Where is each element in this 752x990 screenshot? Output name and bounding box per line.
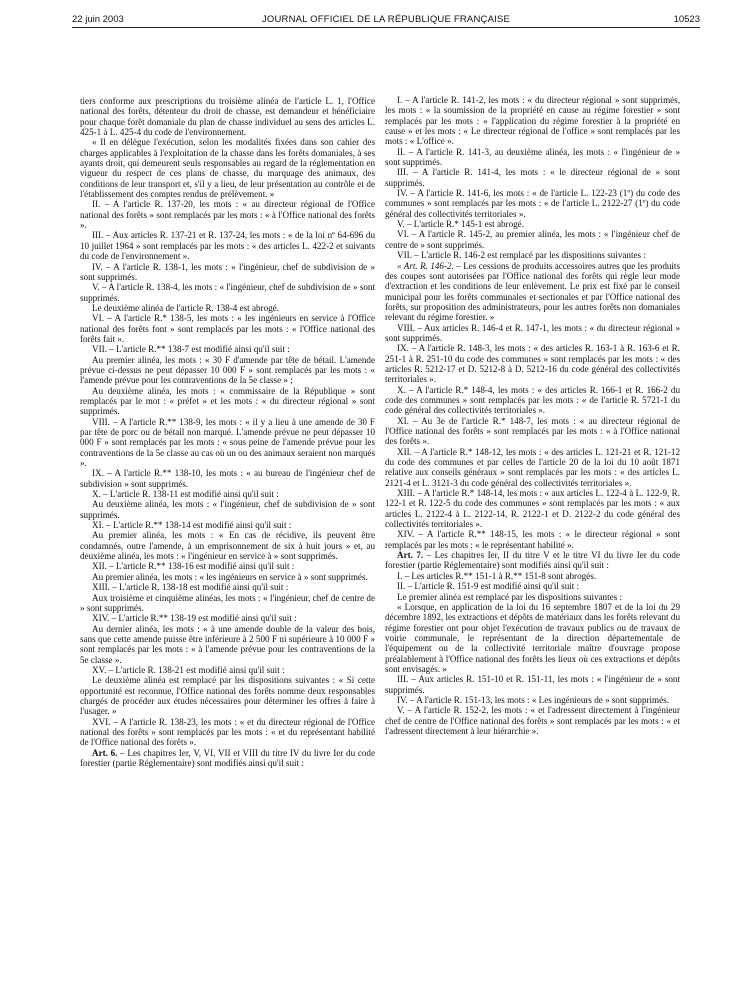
right-column	[385, 95, 680, 975]
paragraph	[385, 447, 680, 488]
paragraph-text: XII. – L'article R.** 138-16 est modifié ainsi qu'il suit :	[92, 561, 295, 572]
paragraph	[385, 167, 680, 188]
paragraph-text: Au premier alinéa, les mots : « En cas de récidive, ils peuvent être condamnés, outre l'amende, à un emprisonnement de six à huit jours » et, au deuxième alinéa, les mots : « l'ingénieur en service à » sont supprimés.	[80, 530, 375, 562]
paragraph-text: VI. – A l'article R.* 138-5, les mots : « les ingénieurs en service à l'Office national des forêts font » sont remplacés par les mots : « l'Office national des forêts fait ».	[80, 313, 375, 344]
article-heading: Art. 7.	[397, 550, 424, 561]
paragraph	[80, 499, 375, 520]
paragraph	[385, 571, 680, 581]
paragraph-text: Le deuxième alinéa de l'article R. 138-4 est abrogé.	[92, 302, 279, 313]
paragraph	[80, 593, 375, 614]
paragraph	[80, 313, 375, 344]
paragraph-text: VIII. – A l'article R.** 138-9, les mots : « il y a lieu à une amende de 30 F par tête de porc ou de bétail non marqué. L'amende prévue ne peut dépasser 10 000 F » sont remplacés par les mots : « sous peine de l'amende prévue pour les contraventions de la 5e classe au cas où un ou des animaux seraient non marqués ».	[80, 416, 375, 469]
paragraph	[80, 230, 375, 261]
article-heading: Art. 6.	[92, 747, 118, 758]
paragraph	[385, 95, 680, 147]
paragraph	[385, 219, 680, 229]
paragraph-text: – Les chapitres Ier, V, VI, VII et VIII du titre IV du livre Ier du code forestier (partie Réglementaire) sont modifiés ainsi qu'il suit :	[80, 747, 375, 768]
paragraph	[385, 188, 680, 219]
paragraph-text: X. – L'article R. 138-11 est modifié ainsi qu'il suit :	[92, 489, 279, 500]
paragraph	[80, 137, 375, 199]
paragraph-text: III. – Aux articles R. 137-21 et R. 137-24, les mots : « de la loi nº 64-696 du 10 juillet 1964 » sont remplacés par les mots : « des articles L. 422-2 et suivants du code de l'environnement ».	[80, 230, 375, 262]
paragraph-text: V. – A l'article R. 152-2, les mots : « et l'adressent directement à l'ingénieur chef de centre de l'Office national des forêts » sont remplacés par les mots : « et l'adressent directement à leur hiérarchie ».	[385, 705, 680, 736]
paragraph	[385, 147, 680, 168]
paragraph-text: – Les chapitres Ier, II du titre V et le titre VI du livre Ier du code forestier (partie Réglementaire) sont modifiés ainsi qu'il suit :	[385, 550, 680, 571]
paragraph-text: – Les cessions de produits accessoires autres que les produits des coupes sont autorisées par l'Office national des forêts qui règle leur mode d'extraction et les conditions de leur enlèvement. Le prix est fixé par le conseil municipal pour les forêts communales et sectionales et par l'Office national des forêts, sur proposition des administrateurs, pour les autres forêts non domaniales relevant du régime forestier. »	[385, 260, 680, 323]
paragraph-text: « Il en délègue l'exécution, selon les modalités fixées dans son cahier des charges applicables à l'exploitation de la chasse dans les forêts domaniales, à ses ayants droit, qui demeurent seuls responsables au regard de la réglementation en vigueur du respect de ces plans de chasse, du marquage des animaux, des conditions de leur transport et, s'il y a lieu, de leur présentation au contrôle et de l'établissement des comptes rendus de prélèvement. »	[80, 137, 375, 200]
paragraph-text: Au premier alinéa, les mots : « 30 F d'amende par tête de bétail. L'amende prévue ci-dessus ne peut dépasser 10 000 F » sont remplacés par les mots : « l'amende prévue pour les contraventions de la 5e classe » ;	[80, 354, 375, 386]
paragraph	[385, 695, 680, 705]
paragraph-text: VII. – L'article R. 146-2 est remplacé par les dispositions suivantes :	[397, 250, 646, 261]
article-reference: « Art. R. 146-2.	[397, 260, 454, 271]
paragraph-text: II. – A l'article R. 137-20, les mots : « au directeur régional de l'Office national des forêts » sont remplacés par les mots : « à l'Office national des forêts ».	[80, 199, 375, 231]
paragraph-text: XI. – Au 3e de l'article R.* 148-7, les mots : « au directeur régional de l'Office national des forêts » sont remplacés par les mots : « à l'Office national des forêts ».	[385, 415, 680, 447]
paragraph	[385, 581, 680, 591]
paragraph	[80, 355, 375, 386]
paragraph-text: Au dernier alinéa, les mots : « à une amende double de la valeur des bois, sans que cette amende puisse être inférieure à 2 500 F ni supérieure à 10 000 F » sont remplacés par les mots : « à l'amende prévue pour les contraventions de la 5e classe ».	[80, 623, 375, 665]
paragraph	[80, 561, 375, 571]
paragraph-text: II. – L'article R. 151-9 est modifié ainsi qu'il suit :	[397, 581, 580, 592]
paragraph-text: Le deuxième alinéa est remplacé par les dispositions suivantes : « Si cette opportunité est reconnue, l'Office national des forêts nomme deux responsables chargés de procéder aux études nécessaires pour déterminer les offres à faire à l'usager. »	[80, 675, 375, 717]
paragraph	[80, 665, 375, 675]
paragraph	[385, 416, 680, 447]
paragraph-text: III. – A l'article R. 141-4, les mots : « le directeur régional de » sont supprimés.	[385, 167, 680, 188]
paragraph-text: IV. – A l'article R. 138-1, les mots : « l'ingénieur, chef de subdivision de » sont supprimés.	[80, 261, 375, 282]
paragraph	[385, 674, 680, 695]
paragraph-text: VIII. – Aux articles R. 146-4 et R. 147-1, les mots : « du directeur régional » sont supprimés.	[385, 322, 680, 343]
paragraph-text: IX. – A l'article R.** 138-10, les mots : « au bureau de l'ingénieur chef de subdivision » sont supprimés.	[80, 468, 375, 489]
paragraph-text: II. – A l'article R. 141-3, au deuxième alinéa, les mots : « l'ingénieur de » sont supprimés.	[385, 146, 680, 168]
paragraph-text: « Lorsque, en application de la loi du 16 septembre 1807 et de la loi du 29 décembre 1892, les extractions et dépôts de matériaux dans les forêts relevant du régime forestier ont pour objet l'exécution de travaux publics ou de travaux de voirie communale, le représentant de la direction départementale de l'équipement ou de la collectivité territoriale maître d'ouvrage propose préalablement à l'Office national des forêts les lieux où ces extractions et dépôts sont envisagés. »	[385, 601, 680, 674]
paragraph-text: X. – A l'article R.* 148-4, les mots : « des articles R. 166-1 et R. 166-2 du code des communes » sont remplacés par les mots : « de l'article R. 5721-1 du code général des collectivités territoriales ».	[385, 384, 680, 416]
paragraph	[80, 386, 375, 417]
paragraph	[80, 624, 375, 665]
paragraph-text: IV. – A l'article R. 151-13, les mots : « Les ingénieurs de » sont supprimés.	[397, 694, 669, 705]
paragraph	[385, 323, 680, 344]
paragraph	[385, 550, 680, 571]
paragraph-text: XIII. – L'article R. 138-18 est modifié ainsi qu'il suit :	[92, 582, 289, 593]
paragraph-text: XIV. – L'article R.** 138-19 est modifié ainsi qu'il suit :	[92, 613, 297, 624]
paragraph	[80, 489, 375, 499]
paragraph-text: XII. – A l'article R.* 148-12, les mots : « des articles L. 121-21 et R. 121-12 du code des communes et par celles de l'article 20 de la loi du 10 août 1871 relative aux conseils généraux » sont remplacés par les mots : « des articles L. 2121-4 et L. 3121-3 du code général des collectivités territoriales ».	[385, 446, 680, 488]
paragraph-text: XIV. – A l'article R.** 148-15, les mots : « le directeur régional » sont remplacés par les mots : « le représentant habilité ».	[385, 529, 680, 550]
paragraph	[80, 572, 375, 582]
header-page-number: 10523	[673, 14, 700, 25]
paragraph	[385, 229, 680, 250]
header-rule	[72, 27, 700, 28]
paragraph-text: VII. – L'article R.** 138-7 est modifié ainsi qu'il suit :	[92, 344, 290, 355]
paragraph	[80, 748, 375, 769]
paragraph	[80, 262, 375, 283]
paragraph-text: XI. – L'article R.** 138-14 est modifié ainsi qu'il suit :	[92, 520, 292, 531]
paragraph	[80, 417, 375, 469]
paragraph-text: III. – Aux articles R. 151-10 et R. 151-11, les mots : « l'ingénieur de » sont supprimés.	[385, 674, 680, 695]
paragraph-text: XV. – L'article R. 138-21 est modifié ainsi qu'il suit :	[92, 664, 285, 675]
paragraph	[80, 675, 375, 716]
paragraph	[80, 530, 375, 561]
header-title: JOURNAL OFFICIEL DE LA RÉPUBLIQUE FRANÇAISE	[261, 14, 511, 25]
paragraph	[385, 385, 680, 416]
header-date: 22 juin 2003	[72, 14, 124, 25]
paragraph-text: Au premier alinéa, les mots : « les ingénieurs en service à » sont supprimés.	[92, 571, 368, 582]
paragraph	[80, 582, 375, 592]
paragraph	[80, 613, 375, 623]
paragraph	[80, 468, 375, 489]
paragraph	[385, 529, 680, 550]
paragraph	[80, 199, 375, 230]
paragraph	[80, 344, 375, 354]
paragraph	[80, 303, 375, 313]
paragraph-text: I. – A l'article R. 141-2, les mots : « du directeur régional » sont supprimés, les mots : « la soumission de la propriété en cause au régime forestier » sont remplacés par les mots : « l'application du régime forestier à la propriété en cause » et les mots : « Le directeur régional de l'office » sont remplacés par les mots : « L'office ».	[385, 95, 680, 147]
paragraph-text: Au deuxième alinéa, les mots : « commissaire de la République » sont remplacés par le mot : « préfet » et les mots : « du directeur régional » sont supprimés.	[80, 385, 375, 417]
paragraph-text: IX. – A l'article R. 148-3, les mots : « des articles R. 163-1 à R. 163-6 et R. 251-1 à R. 251-10 du code des communes » sont remplacés par les mots : « des articles R. 5212-17 et D. 5212-8 à D. 5212-16 du code général des collectivités territoriales ».	[385, 343, 680, 385]
paragraph-text: VI. – A l'article R. 145-2, au premier alinéa, les mots : « l'ingénieur chef de centre de » sont supprimés.	[385, 229, 680, 250]
paragraph	[385, 343, 680, 384]
left-column	[80, 96, 375, 976]
paragraph	[385, 592, 680, 602]
paragraph-text: IV. – A l'article R. 141-6, les mots : « de l'article L. 122-23 (1º) du code des communes » sont remplacés par les mots : « de l'article L. 2122-27 (1º) du code général des collectivités territoriales ».	[385, 188, 680, 219]
paragraph-text: tiers conforme aux prescriptions du troisième alinéa de l'article L. 1, l'Office national des forêts, détenteur du droit de chasse, est demandeur et bénéficiaire pour chaque forêt domaniale du plan de chasse individuel au sens des articles L. 425-1 à L. 425-4 du code de l'environnement.	[80, 96, 375, 138]
paragraph-text: Au deuxième alinéa, les mots : « l'ingénieur, chef de subdivision de » sont supprimés.	[80, 499, 375, 520]
paragraph	[80, 282, 375, 303]
paragraph-text: I. – Les articles R.** 151-1 à R.** 151-8 sont abrogés.	[397, 570, 597, 581]
paragraph-text: Aux troisième et cinquième alinéas, les mots : « l'ingénieur, chef de centre de » sont supprimés.	[80, 592, 375, 613]
paragraph	[385, 705, 680, 736]
paragraph	[385, 488, 680, 529]
paragraph-text: V. – A l'article R. 138-4, les mots : « l'ingénieur, chef de subdivision de » sont supprimés.	[80, 282, 375, 303]
paragraph	[80, 717, 375, 748]
paragraph	[385, 261, 680, 323]
paragraph	[80, 520, 375, 530]
paragraph-text: V. – L'article R.* 145-1 est abrogé.	[397, 219, 524, 230]
paragraph	[385, 250, 680, 260]
paragraph-text: XVI. – A l'article R. 138-23, les mots : « et du directeur régional de l'Office national des forêts » sont remplacés par les mots : « et du représentant habilité de l'Office national des forêts ».	[80, 716, 375, 748]
paragraph-text: XIII. – A l'article R.* 148-14, les mots : « aux articles L. 122-4 à L. 122-9, R. 122-1 et R. 122-5 du code des communes » sont remplacés par les mots : « aux articles L. 2122-4 à L. 2122-14, R. 2122-1 et D. 2122-2 du code général des collectivités territoriales ».	[385, 488, 680, 530]
paragraph	[385, 602, 680, 674]
paragraph-text: Le premier alinéa est remplacé par les dispositions suivantes :	[397, 591, 622, 602]
paragraph	[80, 96, 375, 137]
